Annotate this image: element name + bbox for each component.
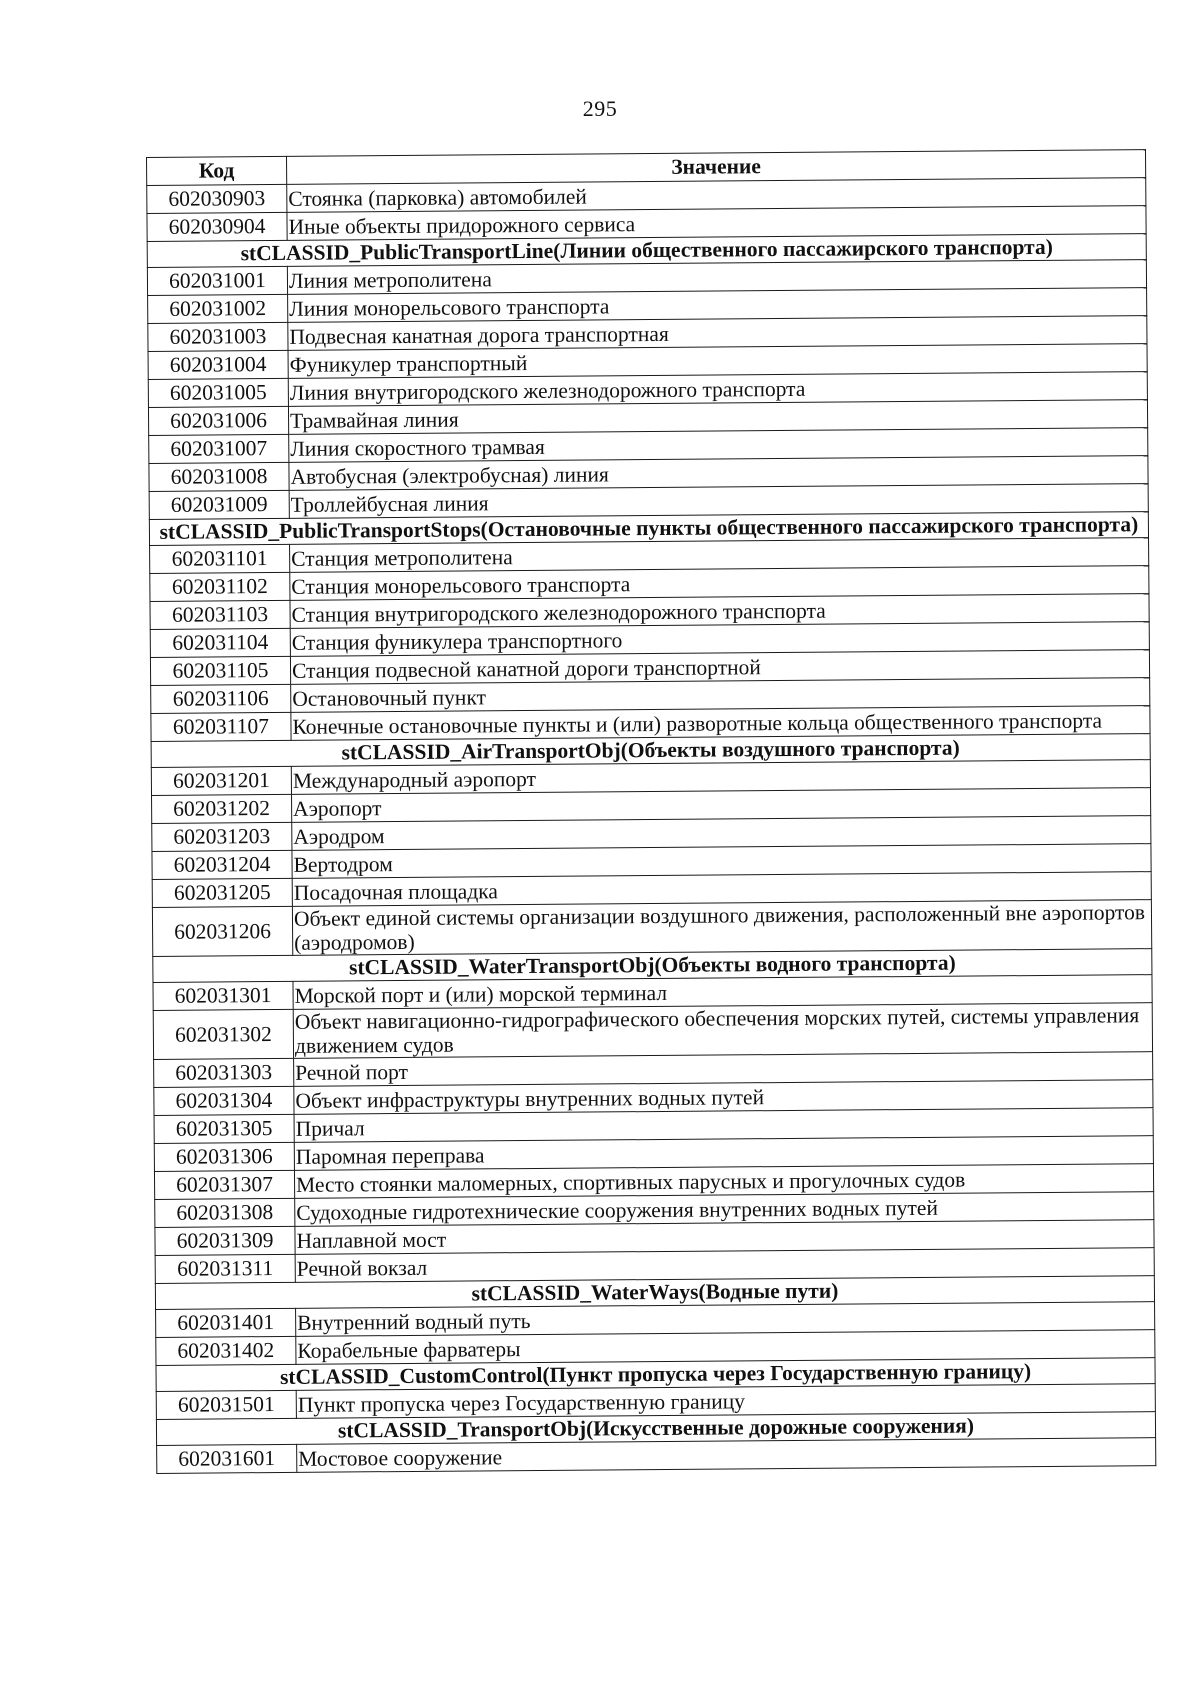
code-cell: 602031601: [157, 1444, 297, 1473]
code-cell: 602031308: [155, 1198, 295, 1227]
code-cell: 602031301: [153, 981, 293, 1010]
code-cell: 602031206: [152, 906, 292, 956]
value-cell: Иные объекты придорожного сервиса: [287, 206, 1146, 241]
code-cell: 602031307: [154, 1170, 294, 1199]
value-cell: Судоходные гидротехнические сооружения внутренних водных путей: [295, 1192, 1154, 1227]
code-cell: 602031306: [154, 1142, 294, 1171]
value-cell: Речной вокзал: [295, 1248, 1154, 1283]
section-title: stCLASSID_TransportObj(Искусственные дорожные сооружения): [156, 1412, 1155, 1446]
code-cell: 602031007: [149, 434, 289, 463]
table-body: [147, 178, 1156, 1474]
code-cell: 602031003: [148, 322, 288, 351]
header-value: Значение: [286, 150, 1145, 185]
value-cell: Автобусная (электробусная) линия: [289, 456, 1148, 491]
classifier-table-wrapper: [146, 149, 1156, 1474]
code-cell: 602031008: [149, 462, 289, 491]
code-cell: 602031205: [152, 878, 292, 907]
code-cell: 602031303: [154, 1058, 294, 1087]
code-cell: 602030903: [147, 184, 287, 213]
code-cell: 602031001: [147, 266, 287, 295]
code-cell: 602031201: [151, 766, 291, 795]
value-cell: Станция монорельсового транспорта: [290, 566, 1149, 601]
table-row: [152, 900, 1151, 957]
value-cell: Морской порт и (или) морской терминал: [293, 975, 1152, 1010]
value-cell: Внутренний водный путь: [296, 1302, 1155, 1337]
code-cell: 602031101: [150, 544, 290, 573]
code-cell: 602031311: [155, 1254, 295, 1283]
code-cell: 602031305: [154, 1114, 294, 1143]
code-cell: 602031302: [153, 1009, 293, 1059]
value-cell: Международный аэропорт: [291, 760, 1150, 795]
value-cell: Линия внутригородского железнодорожного транспорта: [288, 372, 1147, 407]
code-cell: 602031402: [156, 1336, 296, 1365]
section-title: stCLASSID_WaterWays(Водные пути): [155, 1276, 1154, 1310]
value-cell: Посадочная площадка: [292, 872, 1151, 907]
value-cell: Трамвайная линия: [288, 400, 1147, 435]
code-cell: 602031401: [156, 1308, 296, 1337]
value-cell: Стоянка (парковка) автомобилей: [287, 178, 1146, 213]
value-cell: Линия монорельсового транспорта: [288, 288, 1147, 323]
value-cell: Место стоянки маломерных, спортивных парусных и прогулочных судов: [294, 1164, 1153, 1199]
value-cell: Пункт пропуска через Государственную границу: [296, 1384, 1155, 1419]
value-cell: Станция фуникулера транспортного: [290, 622, 1149, 657]
value-cell: Объект единой системы организации воздушного движения, расположенный вне аэропортов (аэродромов): [292, 900, 1151, 956]
table-row: [153, 1003, 1152, 1060]
code-cell: 602031102: [150, 572, 290, 601]
value-cell: Причал: [294, 1108, 1153, 1143]
code-cell: 602031202: [152, 794, 292, 823]
code-cell: 602031105: [150, 656, 290, 685]
code-cell: 602031203: [152, 822, 292, 851]
value-cell: Объект инфраструктуры внутренних водных путей: [294, 1080, 1153, 1115]
value-cell: Аэродром: [292, 816, 1151, 851]
code-cell: 602031103: [150, 600, 290, 629]
value-cell: Вертодром: [292, 844, 1151, 879]
section-title: stCLASSID_CustomControl(Пункт пропуска через Государственную границу): [156, 1358, 1155, 1392]
value-cell: Линия метрополитена: [287, 260, 1146, 295]
value-cell: Фуникулер транспортный: [288, 344, 1147, 379]
code-cell: 602031004: [148, 350, 288, 379]
value-cell: Остановочный пункт: [291, 678, 1150, 713]
value-cell: Речной порт: [294, 1052, 1153, 1087]
page-number: 295: [582, 96, 618, 121]
value-cell: Корабельные фарватеры: [296, 1330, 1155, 1365]
code-cell: 602031104: [150, 628, 290, 657]
section-title: stCLASSID_AirTransportObj(Объекты воздушного транспорта): [151, 734, 1150, 768]
value-cell: Троллейбусная линия: [289, 484, 1148, 519]
value-cell: Аэропорт: [292, 788, 1151, 823]
code-cell: 602031501: [156, 1390, 296, 1419]
code-cell: 602031106: [151, 684, 291, 713]
value-cell: Наплавной мост: [295, 1220, 1154, 1255]
header-code: Код: [147, 156, 287, 185]
code-cell: 602031309: [155, 1226, 295, 1255]
section-title: stCLASSID_WaterTransportObj(Объекты водного транспорта): [153, 949, 1152, 983]
value-cell: Станция подвесной канатной дороги транспортной: [290, 650, 1149, 685]
value-cell: Станция метрополитена: [290, 538, 1149, 573]
code-cell: 602030904: [147, 212, 287, 241]
section-title: stCLASSID_PublicTransportStops(Остановочные пункты общественного пассажирского транспорта): [149, 512, 1148, 546]
value-cell: Мостовое сооружение: [297, 1438, 1156, 1473]
value-cell: Конечные остановочные пункты и (или) разворотные кольца общественного транспорта: [291, 706, 1150, 741]
classifier-table: [146, 149, 1156, 1474]
value-cell: Подвесная канатная дорога транспортная: [288, 316, 1147, 351]
value-cell: Паромная переправа: [294, 1136, 1153, 1171]
code-cell: 602031009: [149, 490, 289, 519]
value-cell: Объект навигационно-гидрографического обеспечения морских путей, системы управления движением судов: [293, 1003, 1152, 1059]
code-cell: 602031107: [151, 712, 291, 741]
code-cell: 602031005: [148, 378, 288, 407]
code-cell: 602031204: [152, 850, 292, 879]
value-cell: Станция внутригородского железнодорожного транспорта: [290, 594, 1149, 629]
code-cell: 602031304: [154, 1086, 294, 1115]
value-cell: Линия скоростного трамвая: [289, 428, 1148, 463]
section-title: stCLASSID_PublicTransportLine(Линии общественного пассажирского транспорта): [147, 234, 1146, 268]
code-cell: 602031002: [148, 294, 288, 323]
code-cell: 602031006: [148, 406, 288, 435]
